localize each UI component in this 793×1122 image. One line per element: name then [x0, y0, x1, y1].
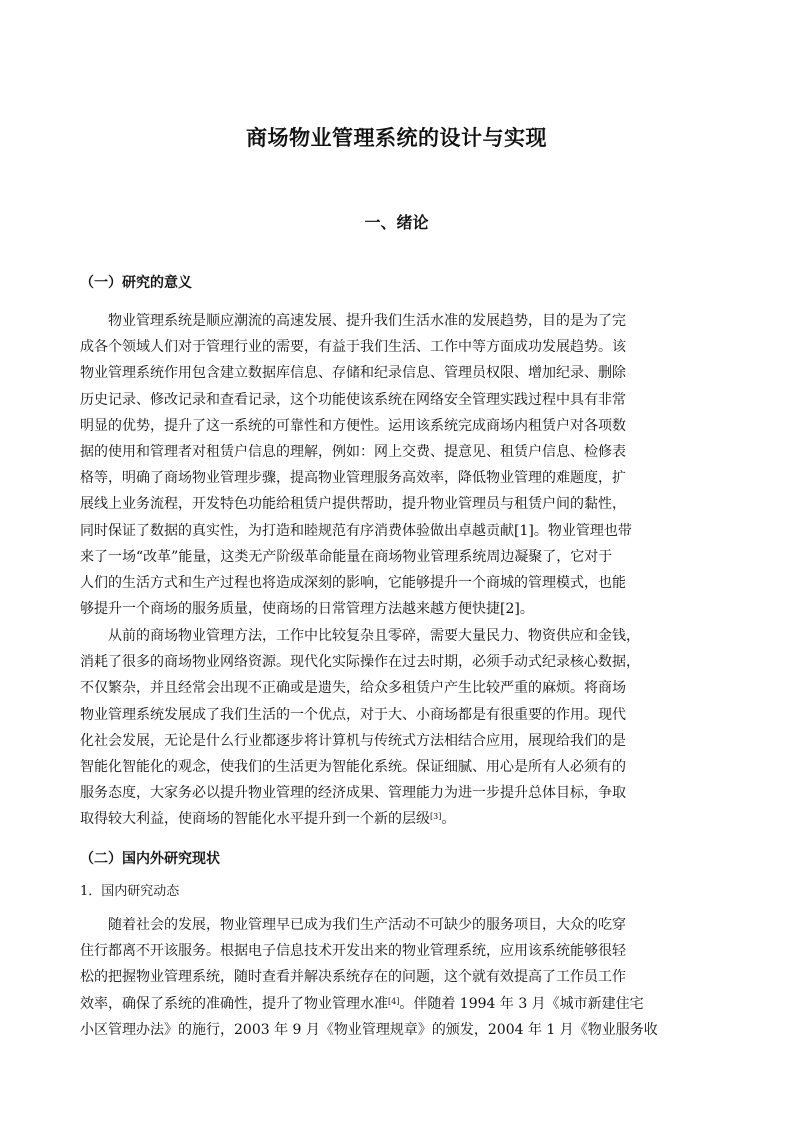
paragraph-line: 松的把握物业管理系统，随时查看并解决系统存在的问题，这个就有效提高了工作员工作: [80, 969, 626, 986]
paragraph-line: 智能化智能化的观念，使我们的生活更为智能化系统。保证细腻、用心是所有人必须有的: [80, 759, 626, 776]
paragraph-line: 消耗了很多的商场物业网络资源。现代化实际操作在过去时期，必须手动式纪录核心数据，: [80, 654, 640, 671]
paragraph-significance-2: [80, 623, 710, 833]
paragraph-line: 成各个领域人们对于管理行业的需要，有益于我们生活、工作中等方面成功发展趋势。该: [80, 339, 626, 356]
paragraph-line: 住行都离不开该服务。根据电子信息技术开发出来的物业管理系统，应用该系统能够很轻: [80, 943, 626, 960]
text-run: 。: [441, 811, 456, 828]
section-heading-significance: （一）研究的意义: [80, 275, 192, 291]
paragraph-line: [80, 806, 710, 832]
chapter-heading: 一、绪论: [364, 213, 429, 232]
text-run: 取得较大利益，使商场的智能化水平提升到一个新的层级: [80, 811, 430, 828]
text-run: 。伴随着 1994 年 3 月《城市新建住宅: [399, 995, 644, 1012]
paragraph-line: 化社会发展，无论是什么行业都逐步将计算机与传统式方法相结合应用，展现给我们的是: [80, 732, 626, 749]
document-title: 商场物业管理系统的设计与实现: [246, 126, 547, 150]
paragraph-line: 够提升一个商场的服务质量，使商场的日常管理方法越来越方便快捷[2]。: [80, 601, 534, 618]
paragraph-domestic-1: [80, 912, 710, 1043]
paragraph-line: 格等，明确了商场物业管理步骤，提高物业管理服务高效率，降低物业管理的难题度，扩: [80, 470, 626, 487]
text-run: 效率，确保了系统的准确性，提升了物业管理水准: [80, 995, 388, 1012]
paragraph-line: 服务态度，大家务必以提升物业管理的经济成果、管理能力为进一步提升总体目标，争取: [80, 785, 626, 802]
section-heading-research-status: （二）国内外研究现状: [80, 851, 220, 867]
paragraph-line: 人们的生活方式和生产过程也将造成深刻的影响，它能够提升一个商城的管理模式，也能: [80, 575, 626, 592]
paragraph-line: 随着社会的发展，物业管理早已成为我们生产活动不可缺少的服务项目，大众的吃穿: [108, 917, 626, 933]
paragraph-line: 据的使用和管理者对租赁户信息的理解，例如：网上交费、提意见、租赁户信息、检修表: [80, 444, 626, 461]
paragraph-line: 同时保证了数据的真实性，为打造和睦规范有序消费体验做出卓越贡献[1]。物业管理也带: [80, 522, 632, 539]
paragraph-line: 小区管理办法》的施行，2003 年 9 月《物业管理规章》的颁发，2004 年 1 月《物业服务收: [80, 1021, 658, 1038]
paragraph-line: 物业管理系统作用包含建立数据库信息、存储和纪录信息、管理员权限、增加纪录、删除: [80, 365, 626, 382]
subsection-heading-domestic: 1．国内研究动态: [80, 884, 180, 899]
paragraph-line: 明显的优势，提升了这一系统的可靠性和方便性。运用该系统完成商场内租赁户对各项数: [80, 417, 626, 434]
paragraph-line: 不仅繁杂，并且经常会出现不正确或是遗失，给众多租赁户产生比较严重的麻烦。将商场: [80, 680, 626, 697]
paragraph-line: [80, 991, 710, 1017]
paragraph-line: 展线上业务流程，开发特色功能给租赁户提供帮助，提升物业管理员与租赁户间的黏性，: [80, 496, 626, 513]
citation-ref: [4]: [388, 996, 400, 1006]
paragraph-significance-1: [80, 308, 710, 622]
paragraph-line: 历史记录、修改记录和查看记录，这个功能使该系统在网络安全管理实践过程中具有非常: [80, 391, 626, 408]
paragraph-line: 物业管理系统发展成了我们生活的一个优点，对于大、小商场都是有很重要的作用。现代: [80, 706, 626, 723]
paragraph-line: 来了一场“改革”能量，这类无产阶级革命能量在商场物业管理系统周边凝聚了，它对于: [80, 548, 613, 565]
citation-ref: [3]: [430, 812, 442, 822]
paragraph-line: 从前的商场物业管理方法，工作中比较复杂且零碎，需要大量民力、物资供应和金钱，: [108, 628, 640, 644]
paragraph-line: 物业管理系统是顺应潮流的高速发展、提升我们生活水准的发展趋势，目的是为了完: [108, 313, 626, 329]
